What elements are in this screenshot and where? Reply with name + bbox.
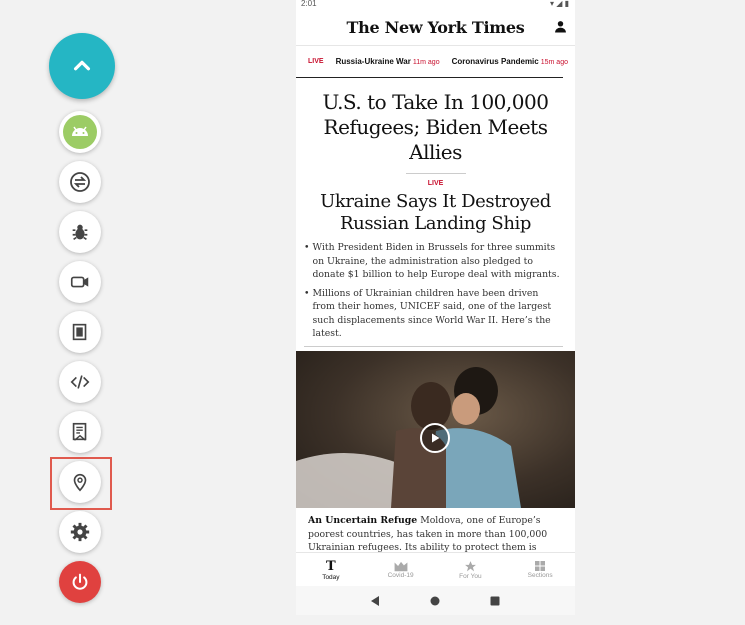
location-button[interactable] [59, 461, 101, 503]
play-icon [429, 432, 441, 444]
status-icons: ▾ ◢ ▮ [549, 0, 569, 8]
recents-icon[interactable] [490, 596, 500, 606]
inspect-icon [69, 421, 91, 443]
screenshot-icon [69, 321, 91, 343]
status-bar [296, 0, 575, 10]
nav-today[interactable]: T Today [322, 558, 340, 581]
person-icon [554, 20, 567, 33]
caption-title: An Uncertain Refuge [308, 515, 418, 526]
home-icon[interactable] [430, 596, 440, 606]
sync-icon [68, 170, 92, 194]
bottom-navigation [296, 552, 575, 586]
divider [406, 173, 466, 174]
android-icon [62, 114, 98, 150]
summary-bullets [296, 235, 575, 341]
android-button[interactable] [59, 111, 101, 153]
bullet-item[interactable]: • With President Biden in Brussels for three summits on Ukraine, the administration also pledged to donate $1 billion to help Europe deal with migrants. [304, 242, 560, 280]
video-camera-icon [69, 271, 91, 293]
bullet-item[interactable]: • Millions of Ukrainian children have been driven from their homes, UNICEF said, one of the largest such displacements since World War II. Here’s the latest. [304, 287, 552, 339]
live-ticker-bar [296, 46, 568, 78]
collapse-toolbar-button[interactable] [49, 33, 115, 99]
screenshot-button[interactable] [59, 311, 101, 353]
star-icon [464, 560, 477, 573]
ticker-coronavirus[interactable]: Coronavirus Pandemic 15m ago [451, 57, 568, 66]
secondary-headline[interactable]: Ukraine Says It Destroyed Russian Landing Ship [320, 191, 551, 234]
story-photo[interactable] [296, 351, 575, 508]
live-label: LIVE [427, 180, 444, 187]
app-header [296, 10, 575, 46]
status-time: 2:01 [301, 0, 317, 8]
phone-screen [296, 0, 575, 615]
device-toolbar [0, 0, 200, 625]
grid-icon [534, 560, 546, 572]
live-tag: LIVE [308, 58, 324, 65]
main-headline[interactable]: U.S. to Take In 100,000 Refugees; Biden Meets Allies [322, 90, 549, 164]
settings-button[interactable] [59, 511, 101, 553]
caption-text: Moldova, one of Europe’s poorest countries, has taken in more than 100,000 Ukrainian refugees. Its ability to protect them is [308, 515, 548, 552]
play-video-button[interactable] [420, 423, 450, 453]
chart-icon [394, 560, 408, 572]
code-button[interactable] [59, 361, 101, 403]
nyt-logo: The New York Times [346, 18, 525, 37]
account-button[interactable] [554, 20, 567, 38]
inspect-button[interactable] [59, 411, 101, 453]
chevron-up-icon [71, 55, 93, 77]
bug-report-button[interactable] [59, 211, 101, 253]
power-button[interactable] [59, 561, 101, 603]
screen-record-button[interactable] [59, 261, 101, 303]
ticker-russia-ukraine[interactable]: Russia-Ukraine War 11m ago [335, 57, 440, 66]
divider [304, 346, 563, 347]
bug-icon [69, 221, 91, 243]
system-navigation-bar [296, 586, 575, 615]
power-icon [69, 571, 91, 593]
story-caption[interactable] [308, 514, 570, 552]
back-icon[interactable] [371, 596, 381, 606]
sync-button[interactable] [59, 161, 101, 203]
nyt-t-icon: T [326, 558, 336, 574]
gear-icon [69, 521, 91, 543]
nav-covid[interactable]: Covid-19 [366, 553, 436, 586]
location-pin-icon [69, 471, 91, 493]
code-icon [69, 371, 91, 393]
nav-for-you[interactable]: For You [436, 553, 506, 586]
nav-sections[interactable]: Sections [505, 553, 575, 586]
